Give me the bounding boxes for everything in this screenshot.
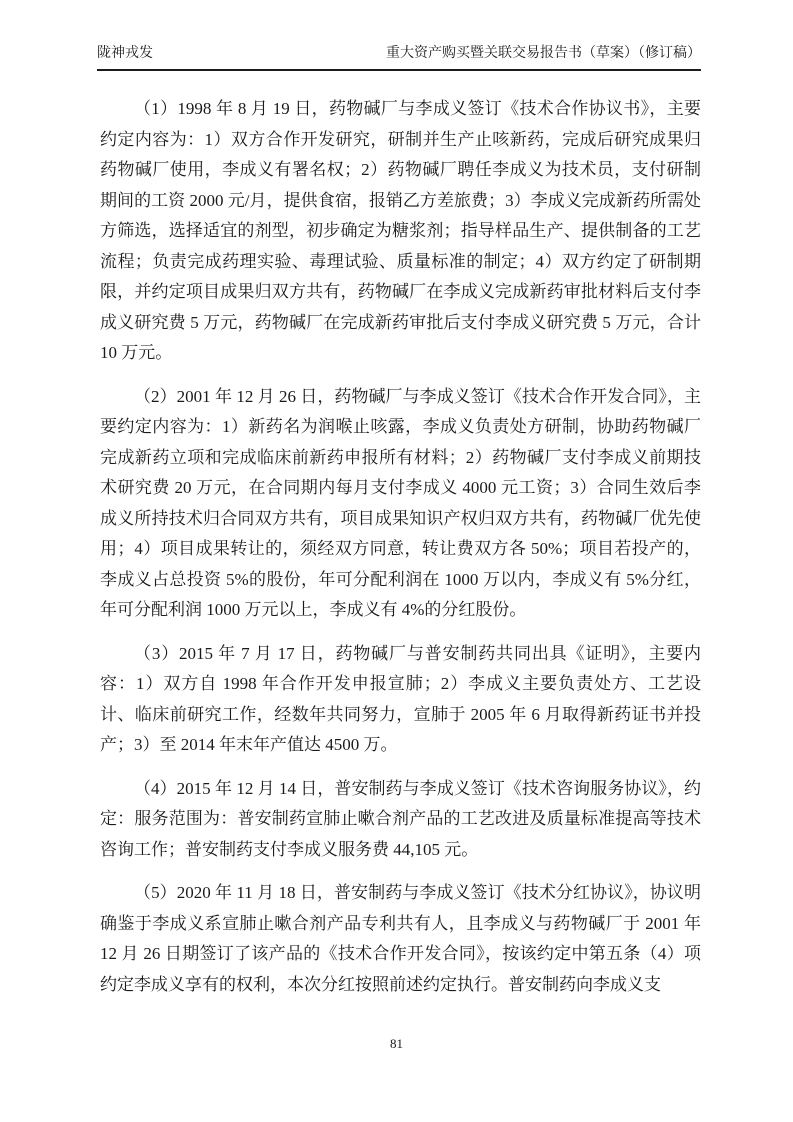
paragraph-3: （3）2015 年 7 月 17 日，药物碱厂与普安制药共同出具《证明》，主要内容：1）双方自 1998 年合作开发申报宣肺；2）李成义主要负责处方、工艺设计、临床前研究工作，经数年共同努力，宣肺于 2005 年 6 月取得新药证书并投产；3）至 2014 年末年产值达 4500 万。 — [100, 643, 701, 754]
header-company-name: 陇神戎发 — [97, 46, 153, 61]
document-body — [100, 94, 701, 1013]
page-header — [97, 45, 701, 71]
page-number: 81 — [390, 1036, 403, 1051]
paragraph-4: （4）2015 年 12 月 14 日，普安制药与李成义签订《技术咨询服务协议》，约定：服务范围为：普安制药宣肺止嗽合剂产品的工艺改进及质量标准提高等技术咨询工作；普安制药支付李成义服务费 44,105 元。 — [100, 778, 701, 859]
paragraph-5: （5）2020 年 11 月 18 日，普安制药与李成义签订《技术分红协议》，协议明确鉴于李成义系宣肺止嗽合剂产品专利共有人，且李成义与药物碱厂于 2001 年 12 月 26 日期签订了该产品的《技术合作开发合同》，按该约定中第五条（4）项约定李成义享有的权利，本次分红按照前述约定执行。普安制药向李成义支 — [100, 883, 701, 994]
paragraph-1: （1）1998 年 8 月 19 日，药物碱厂与李成义签订《技术合作协议书》，主要约定内容为：1）双方合作开发研究，研制并生产止咳新药，完成后研究成果归药物碱厂使用，李成义有署名权；2）药物碱厂聘任李成义为技术员，支付研制期间的工资 2000 元/月，提供食宿，报销乙方差旅费；3）李成义完成新药所需处方筛选，选择适宜的剂型，初步确定为糖浆剂；指导样品生产、提供制备的工艺流程；负责完成药理实验、毒理试验、质量标准的制定；4）双方约定了研制期限，并约定项目成果归双方共有，药物碱厂在李成义完成新药审批材料后支付李成义研究费 5 万元，药物碱厂在完成新药审批后支付李成义研究费 5 万元，合计 10 万元。 — [100, 99, 701, 362]
paragraph-2: （2）2001 年 12 月 26 日，药物碱厂与李成义签订《技术合作开发合同》，主要约定内容为：1）新药名为润喉止咳露，李成义负责处方研制，协助药物碱厂完成新药立项和完成临床前新药申报所有材料；2）药物碱厂支付李成义前期技术研究费 20 万元，在合同期内每月支付李成义 4000 元工资；3）合同生效后李成义所持技术归合同双方共有，项目成果知识产权归双方共有，药物碱厂优先使用；4）项目成果转让的，须经双方同意，转让费双方各 50%；项目若投产的，李成义占总投资 5%的股份，年可分配利润在 1000 万以内，李成义有 5%分红，年可分配利润 1000 万元以上，李成义有 4%的分红股份。 — [100, 386, 701, 619]
header-report-title: 重大资产购买暨关联交易报告书（草案）（修订稿） — [386, 46, 701, 61]
page-footer — [0, 1036, 793, 1052]
